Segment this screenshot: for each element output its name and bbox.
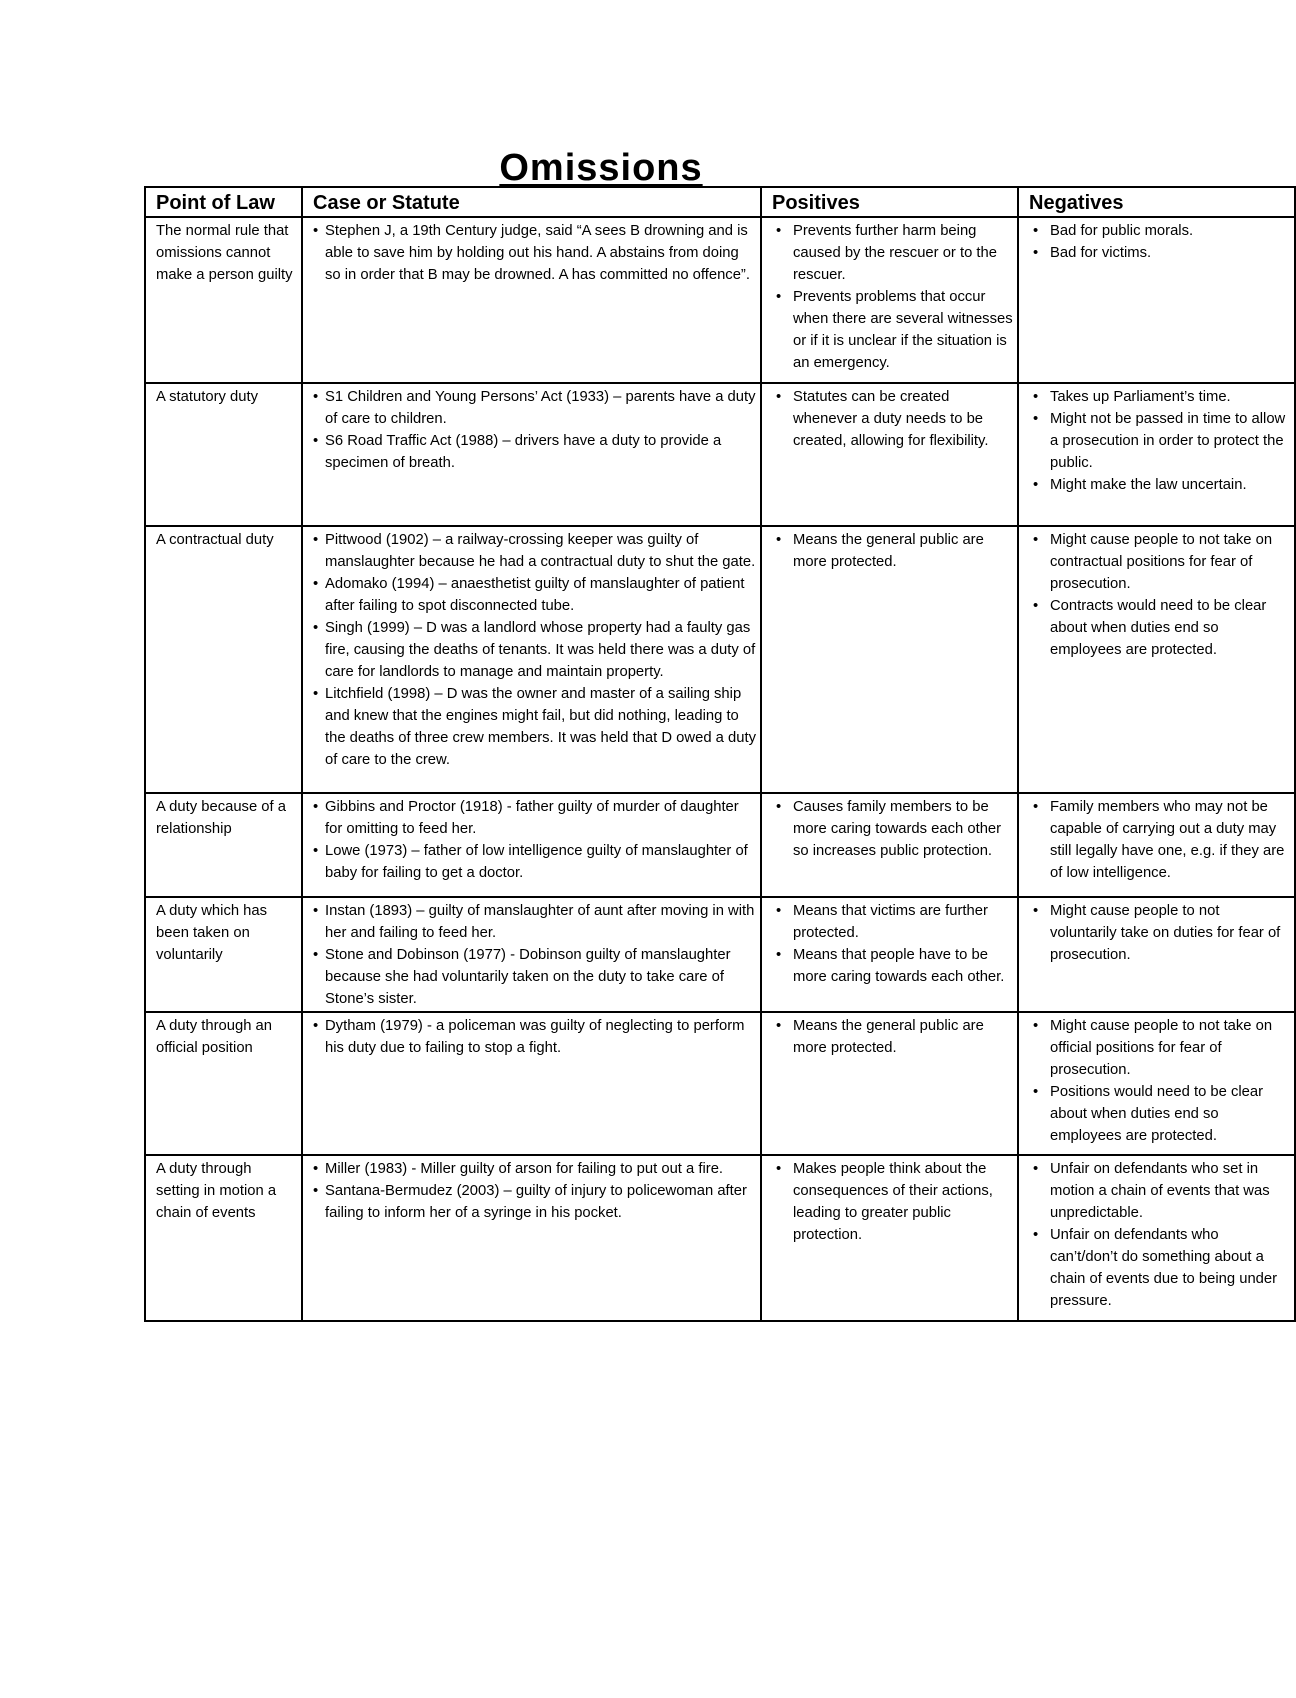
case-item: • Adomako (1994) – anaesthetist guilty of manslaughter of patient after failing to spot disconnected tube. — [313, 573, 756, 617]
case-item: • Singh (1999) – D was a landlord whose property had a faulty gas fire, causing the deaths of tenants. It was held there was a duty of care for landlords to manage and maintain property. — [313, 617, 756, 683]
case-item: • Gibbins and Proctor (1918) - father guilty of murder of daughter for omitting to feed her. — [313, 796, 756, 840]
negatives-list — [1029, 796, 1290, 884]
case-cell — [302, 217, 761, 383]
point-of-law-text: A duty because of a relationship — [156, 799, 286, 837]
case-cell — [302, 793, 761, 897]
case-item: • Stone and Dobinson (1977) - Dobinson guilty of manslaughter because she had voluntarily taken on the duty to take care of Stone’s sister. — [313, 944, 756, 1010]
positives-list — [772, 796, 1013, 862]
positive-item: • Prevents problems that occur when there are several witnesses or if it is unclear if the situation is an emergency. — [772, 286, 1013, 374]
point-of-law-text: A duty through an official position — [156, 1018, 272, 1056]
positive-item: • Means that victims are further protected. — [772, 900, 1013, 944]
point-of-law-cell — [145, 526, 302, 793]
negatives-list — [1029, 1015, 1290, 1147]
point-of-law-cell — [145, 1155, 302, 1321]
negative-item: • Might make the law uncertain. — [1029, 474, 1290, 496]
negatives-cell — [1018, 217, 1295, 383]
table-row — [145, 383, 1295, 526]
negatives-cell — [1018, 1012, 1295, 1155]
case-item: • Miller (1983) - Miller guilty of arson for failing to put out a fire. — [313, 1158, 756, 1180]
table-row — [145, 217, 1295, 383]
positive-item: • Means that people have to be more caring towards each other. — [772, 944, 1013, 988]
negatives-cell — [1018, 383, 1295, 526]
positive-item: • Means the general public are more protected. — [772, 1015, 1013, 1059]
negatives-list — [1029, 220, 1290, 264]
positive-item: • Statutes can be created whenever a duty needs to be created, allowing for flexibility. — [772, 386, 1013, 452]
negatives-list — [1029, 386, 1290, 496]
header-row — [145, 187, 1295, 217]
case-cell — [302, 1155, 761, 1321]
cases-list — [313, 1158, 756, 1224]
positives-cell — [761, 1155, 1018, 1321]
point-of-law-text: A statutory duty — [156, 389, 258, 405]
cases-list — [313, 529, 756, 771]
omissions-table — [144, 186, 1296, 1322]
point-of-law-text: The normal rule that omissions cannot make a person guilty — [156, 223, 293, 283]
table-row — [145, 897, 1295, 1012]
negative-item: • Contracts would need to be clear about when duties end so employees are protected. — [1029, 595, 1290, 661]
positives-list — [772, 1015, 1013, 1059]
point-of-law-cell — [145, 1012, 302, 1155]
case-cell — [302, 383, 761, 526]
table-row — [145, 1012, 1295, 1155]
case-item: • S1 Children and Young Persons’ Act (1933) – parents have a duty of care to children. — [313, 386, 756, 430]
cases-list — [313, 1015, 756, 1059]
negative-item: • Unfair on defendants who can’t/don’t do something about a chain of events due to being under pressure. — [1029, 1224, 1290, 1312]
negatives-cell — [1018, 1155, 1295, 1321]
negative-item: • Family members who may not be capable of carrying out a duty may still legally have one, e.g. if they are of low intelligence. — [1029, 796, 1290, 884]
point-of-law-text: A duty which has been taken on voluntarily — [156, 903, 268, 963]
point-of-law-cell — [145, 793, 302, 897]
case-cell — [302, 526, 761, 793]
cases-list — [313, 796, 756, 884]
negative-item: • Might cause people to not take on official positions for fear of prosecution. — [1029, 1015, 1290, 1081]
case-cell — [302, 1012, 761, 1155]
positives-cell — [761, 897, 1018, 1012]
positives-cell — [761, 526, 1018, 793]
header-positives: Positives — [761, 187, 1018, 217]
case-item: • Stephen J, a 19th Century judge, said “A sees B drowning and is able to save him by holding out his hand. A abstains from doing so in order that B may be drowned. A has committed no offence”. — [313, 220, 756, 286]
header-point-of-law: Point of Law — [145, 187, 302, 217]
positives-cell — [761, 383, 1018, 526]
point-of-law-text: A duty through setting in motion a chain of events — [156, 1161, 277, 1221]
negatives-cell — [1018, 793, 1295, 897]
case-item: • Santana-Bermudez (2003) – guilty of injury to policewoman after failing to inform her of a syringe in his pocket. — [313, 1180, 756, 1224]
positives-list — [772, 220, 1013, 374]
positive-item: • Makes people think about the consequences of their actions, leading to greater public protection. — [772, 1158, 1013, 1246]
positives-list — [772, 529, 1013, 573]
negatives-cell — [1018, 897, 1295, 1012]
negatives-list — [1029, 529, 1290, 661]
header-case-or-statute: Case or Statute — [302, 187, 761, 217]
negative-item: • Might cause people to not take on contractual positions for fear of prosecution. — [1029, 529, 1290, 595]
negatives-cell — [1018, 526, 1295, 793]
negative-item: • Might cause people to not voluntarily take on duties for fear of prosecution. — [1029, 900, 1290, 966]
negatives-list — [1029, 900, 1290, 966]
positives-cell — [761, 793, 1018, 897]
point-of-law-cell — [145, 897, 302, 1012]
cases-list — [313, 220, 756, 286]
table-row — [145, 1155, 1295, 1321]
case-item: • Instan (1893) – guilty of manslaughter of aunt after moving in with her and failing to feed her. — [313, 900, 756, 944]
point-of-law-cell — [145, 383, 302, 526]
negative-item: • Takes up Parliament’s time. — [1029, 386, 1290, 408]
negative-item: • Bad for victims. — [1029, 242, 1290, 264]
positives-list — [772, 1158, 1013, 1246]
positives-list — [772, 386, 1013, 452]
positives-cell — [761, 217, 1018, 383]
negative-item: • Positions would need to be clear about when duties end so employees are protected. — [1029, 1081, 1290, 1147]
positives-cell — [761, 1012, 1018, 1155]
case-item: • Litchfield (1998) – D was the owner and master of a sailing ship and knew that the engines might fail, but did nothing, leading to the deaths of three crew members. It was held that D owed a duty of care to the crew. — [313, 683, 756, 771]
positives-list — [772, 900, 1013, 988]
case-cell — [302, 897, 761, 1012]
positive-item: • Means the general public are more protected. — [772, 529, 1013, 573]
cases-list — [313, 386, 756, 474]
table-row — [145, 526, 1295, 793]
table-row — [145, 793, 1295, 897]
table-header — [145, 187, 1295, 217]
negatives-list — [1029, 1158, 1290, 1312]
negative-item: • Unfair on defendants who set in motion a chain of events that was unpredictable. — [1029, 1158, 1290, 1224]
negative-item: • Bad for public morals. — [1029, 220, 1290, 242]
negative-item: • Might not be passed in time to allow a prosecution in order to protect the public. — [1029, 408, 1290, 474]
header-negatives: Negatives — [1018, 187, 1295, 217]
case-item: • Lowe (1973) – father of low intelligence guilty of manslaughter of baby for failing to get a doctor. — [313, 840, 756, 884]
point-of-law-cell — [145, 217, 302, 383]
case-item: • Dytham (1979) - a policeman was guilty of neglecting to perform his duty due to failing to stop a fight. — [313, 1015, 756, 1059]
point-of-law-text: A contractual duty — [156, 532, 274, 548]
table-viewport — [144, 186, 1286, 1406]
table-body — [145, 217, 1295, 1321]
case-item: • Pittwood (1902) – a railway-crossing keeper was guilty of manslaughter because he had a contractual duty to shut the gate. — [313, 529, 756, 573]
page-title: Omissions — [499, 147, 703, 189]
cases-list — [313, 900, 756, 1010]
case-item: • S6 Road Traffic Act (1988) – drivers have a duty to provide a specimen of breath. — [313, 430, 756, 474]
positive-item: • Causes family members to be more caring towards each other so increases public protection. — [772, 796, 1013, 862]
positive-item: • Prevents further harm being caused by the rescuer or to the rescuer. — [772, 220, 1013, 286]
